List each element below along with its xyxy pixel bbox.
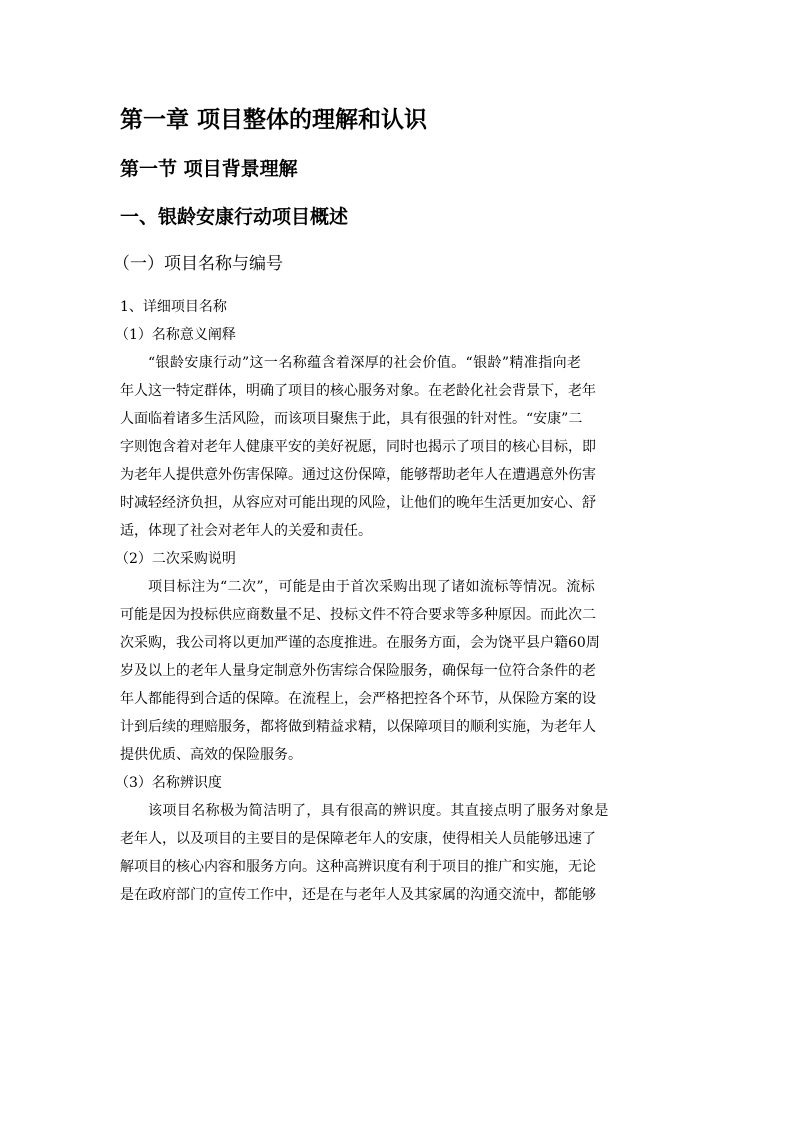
subsubsection-title: （一）项目名称与编号 — [113, 254, 283, 274]
subsection-title: 一、银龄安康行动项目概述 — [120, 206, 349, 228]
paragraph-line: 年人都能得到合适的保障。在流程上，会严格把控各个环节，从保险方案的设 — [120, 691, 596, 708]
paragraph-line: 次采购，我公司将以更加严谨的态度推进。在服务方面，会为饶平县户籍60周 — [120, 635, 600, 652]
paragraph-line: 适，体现了社会对老年人的关爱和责任。 — [120, 523, 372, 540]
part1-paragraph — [120, 349, 667, 545]
chapter-title: 第一章 项目整体的理解和认识 — [120, 107, 428, 133]
paragraph-line: 项目标注为“二次”，可能是由于首次采购出现了诸如流标等情况。流标 — [148, 579, 596, 596]
document-body — [113, 104, 667, 909]
paragraph-line: 年人这一特定群体，明确了项目的核心服务对象。在老龄化社会背景下，老年 — [120, 383, 596, 400]
part2-heading: （2）二次采购说明 — [115, 551, 236, 568]
paragraph-line: 字则饱含着对老年人健康平安的美好祝愿，同时也揭示了项目的核心目标，即 — [120, 439, 596, 456]
paragraph-line: 可能是因为投标供应商数量不足、投标文件不符合要求等多种原因。而此次二 — [120, 607, 596, 624]
paragraph-line: 为老年人提供意外伤害保障。通过这份保障，能够帮助老年人在遭遇意外伤害 — [120, 467, 596, 484]
paragraph-line: 时减轻经济负担，从容应对可能出现的风险，让他们的晚年生活更加安心、舒 — [120, 495, 596, 512]
part3-heading: （3）名称辨识度 — [115, 775, 222, 792]
paragraph-line: 解项目的核心内容和服务方向。这种高辨识度有利于项目的推广和实施，无论 — [120, 859, 596, 876]
part1-heading: （1）名称意义阐释 — [115, 327, 236, 343]
part2-paragraph — [120, 573, 667, 769]
paragraph-line: 该项目名称极为简洁明了，具有很高的辨识度。其直接点明了服务对象是 — [148, 803, 609, 820]
section-title: 第一节 项目背景理解 — [120, 158, 298, 180]
paragraph-line: 岁及以上的老年人量身定制意外伤害综合保险服务，确保每一位符合条件的老 — [120, 663, 596, 680]
paragraph-line: 是在政府部门的宣传工作中，还是在与老年人及其家属的沟通交流中，都能够 — [120, 887, 596, 904]
paragraph-line: 老年人，以及项目的主要目的是保障老年人的安康，使得相关人员能够迅速了 — [120, 831, 596, 848]
paragraph-line: 提供优质、高效的保险服务。 — [120, 747, 302, 764]
paragraph-line: 人面临着诸多生活风险，而该项目聚焦于此，具有很强的针对性。“安康”二 — [120, 411, 583, 428]
item-title: 1、详细项目名称 — [120, 299, 227, 315]
paragraph-line: 计到后续的理赔服务，都将做到精益求精，以保障项目的顺利实施，为老年人 — [120, 719, 596, 736]
part3-paragraph — [120, 797, 667, 909]
paragraph-line: “银龄安康行动”这一名称蕴含着深厚的社会价值。“银龄”精准指向老 — [148, 355, 582, 371]
